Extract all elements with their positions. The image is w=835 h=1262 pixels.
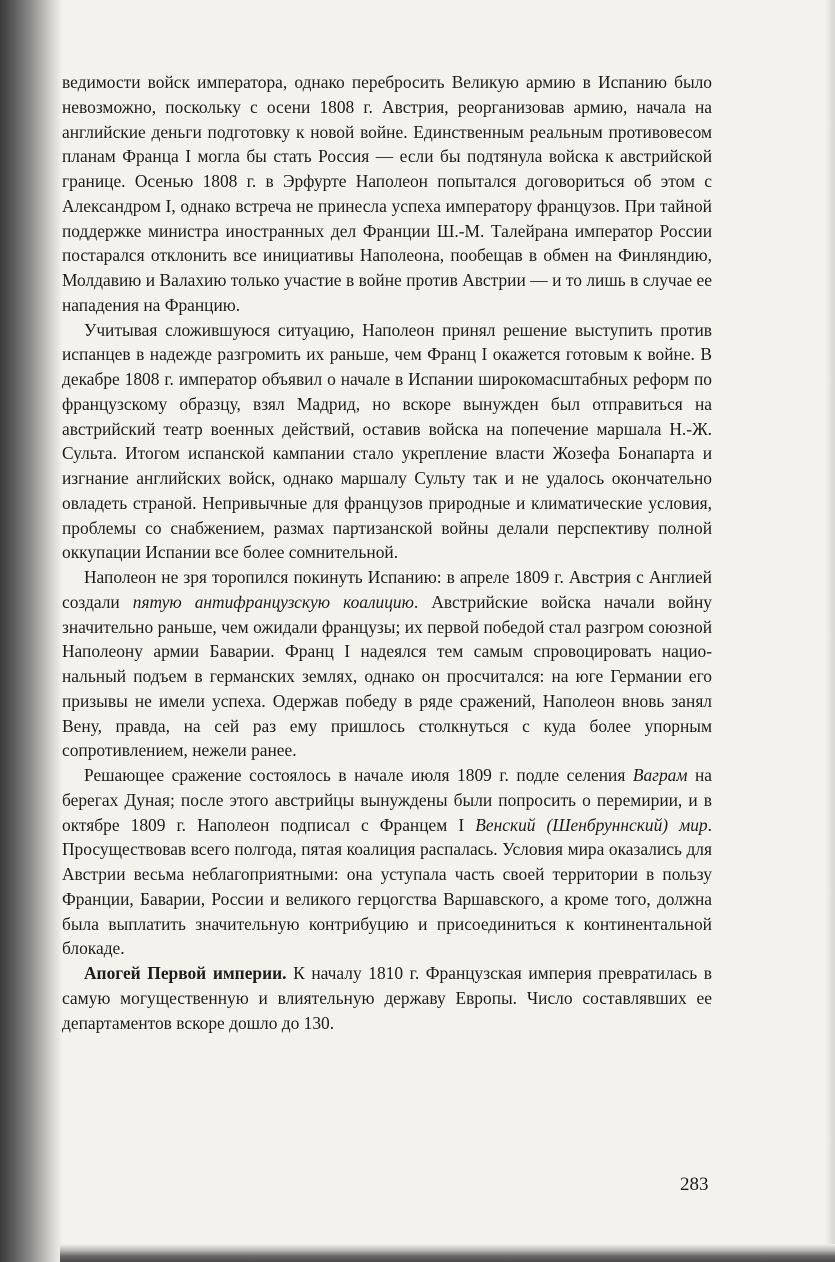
paragraph-3-text-b: . Австрийские войска начали войну значительно раньше, чем ожидали французы; их первой победой стал разгром союзной Наполеону армии Баварии. Франц I надеялся тем самым спровоцировать национальный подъем в германских землях, однако он просчитался: на юге Германии его призывы не имели успеха. Одержав победу в ряде сражений, Наполеон вновь занял Вену, правда, на сей раз ему пришлось столкнуться с куда более упорным сопротивлением, нежели ранее. bbox=[62, 591, 712, 761]
paragraph-4 bbox=[62, 763, 712, 961]
paragraph-4-text-c: . Просуществовав всего полгода, пятая коалиция распалась. Условия мира оказались для Австрии весьма неблагоприятными: она уступала часть своей территории в пользу Франции, Баварии, России и великого герцогства Варшавского, а кроме того, должна была выплатить значительную контрибуцию и присоединиться к континентальной блокаде. bbox=[62, 814, 712, 959]
paragraph-2: Учитывая сложившуюся ситуацию, Наполеон принял решение выступить против испанцев в надежде разгромить их раньше, чем Франц I окажется готовым к войне. В декабре 1808 г. император объявил о начале в Испании широкомасштабных реформ по французскому образцу, взял Мадрид, но вскоре вынужден был отправиться на австрийский театр военных действий, оставив войска на попечение маршала Н.-Ж. Сульта. Итогом испанской кампании стало укрепление власти Жозефа Бонапарта и изгнание английских войск, однако маршалу Сульту так и не удалось окончательно овладеть страной. Непривычные для французов природные и климатические условия, проблемы со снабжением, размах партизанской войны делали перспективу полной оккупации Испании все более сомнительной. bbox=[62, 319, 712, 563]
section-heading-apogee: Апогей Первой империи. bbox=[84, 963, 287, 983]
paragraph-5-text: К началу 1810 г. Французская империя превратилась в самую могущественную и влиятельную державу Европы. Число составлявших ее департаментов вскоре дошло до 130. bbox=[62, 963, 712, 1033]
term-vienna-peace: Венский (Шенбруннский) мир bbox=[475, 814, 708, 835]
page-right-edge bbox=[825, 0, 835, 1262]
term-fifth-coalition: пятую антифранцузскую коалицию bbox=[132, 591, 414, 612]
paragraph-3 bbox=[62, 565, 712, 763]
paragraph-1: ведимости войск императора, однако перебросить Великую армию в Испанию было невозможно, поскольку с осени 1808 г. Австрия, реорганизовав армию, начала на английские деньги подготовку к новой войне. Единственным реальным противовесом планам Франца I могла бы стать Россия — если бы подтянула войска к австрийской границе. Осенью 1808 г. в Эрфурте Наполеон попытался договориться об этом с Александром I, однако встреча не принесла успеха императору французов. При тайной поддержке министра иностранных дел Франции Ш.-М. Талейрана император России постарался отклонить все инициативы Наполеона, пообещав в обмен на Финляндию, Молдавию и Валахию только участие в войне против Австрии — и то лишь в случае ее нападения на Францию. bbox=[62, 72, 712, 315]
page-bottom-edge bbox=[60, 1244, 835, 1262]
paragraph-5 bbox=[62, 961, 712, 1035]
paragraph-3-text-a: Наполеон не зря торопился покинуть Испанию: в апреле 1809 г. Австрия с Англией создали bbox=[62, 567, 712, 612]
page-number: 283 bbox=[680, 1174, 709, 1195]
paragraph-4-text-a: Решающее сражение состоялось в начале июля 1809 г. подле селения bbox=[84, 765, 633, 785]
body-text bbox=[62, 70, 712, 1035]
book-gutter-shadow bbox=[0, 0, 62, 1262]
term-wagram: Ваграм bbox=[632, 765, 688, 785]
paragraph-4-text-b: на берегах Дуная; после этого австрийцы вынуждены были попросить о перемирии, и в октябре 1809 г. Наполеон подписал с Францем I bbox=[62, 765, 713, 835]
